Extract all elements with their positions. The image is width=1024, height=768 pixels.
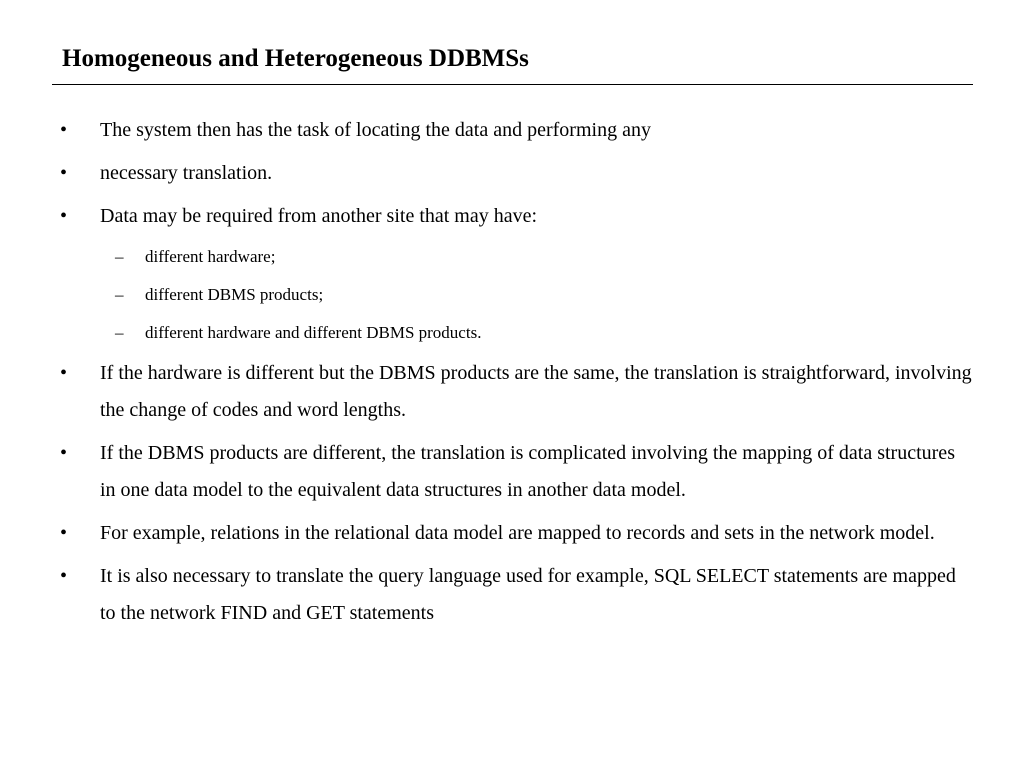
sub-list-item-text: different hardware;: [145, 247, 276, 266]
bullet-marker: •: [60, 442, 68, 464]
list-item: [0, 112, 1024, 149]
list-item: [0, 435, 1024, 509]
list-item-text: For example, relations in the relational data model are mapped to records and sets in the network model.: [100, 522, 935, 544]
list-item: [0, 558, 1024, 632]
sub-list-item-text: different hardware and different DBMS products.: [145, 323, 482, 342]
bullet-marker: •: [60, 205, 68, 227]
list-item-text: The system then has the task of locating the data and performing any: [100, 119, 651, 141]
list-item: [0, 355, 1024, 429]
list-item: [0, 155, 1024, 192]
dash-marker: –: [115, 323, 124, 342]
bullet-marker: •: [60, 362, 68, 384]
bullet-marker: •: [60, 565, 68, 587]
list-item: [0, 198, 1024, 235]
sub-list-item: [0, 317, 1024, 349]
list-item-text: Data may be required from another site that may have:: [100, 205, 538, 227]
sub-list-item: [0, 279, 1024, 311]
list-item-text: It is also necessary to translate the query language used for example, SQL SELECT statements are mapped to the network FIND and GET statements: [100, 565, 956, 624]
bullet-marker: •: [60, 162, 68, 184]
slide-title: Homogeneous and Heterogeneous DDBMSs: [62, 45, 529, 72]
sub-list-item-text: different DBMS products;: [145, 285, 324, 304]
list-item-text: If the DBMS products are different, the translation is complicated involving the mapping of data structures in one data model to the equivalent data structures in another data model.: [100, 442, 955, 501]
dash-marker: –: [115, 285, 124, 304]
list-item-text: necessary translation.: [100, 162, 273, 184]
sub-list-item: [0, 241, 1024, 273]
list-item-text: If the hardware is different but the DBMS products are the same, the translation is straightforward, involving the change of codes and word lengths.: [100, 362, 972, 421]
bullet-marker: •: [60, 522, 68, 544]
title-divider: [52, 84, 973, 85]
bullet-list: [0, 112, 1024, 638]
bullet-marker: •: [60, 119, 68, 141]
list-item: [0, 515, 1024, 552]
dash-marker: –: [115, 247, 124, 266]
